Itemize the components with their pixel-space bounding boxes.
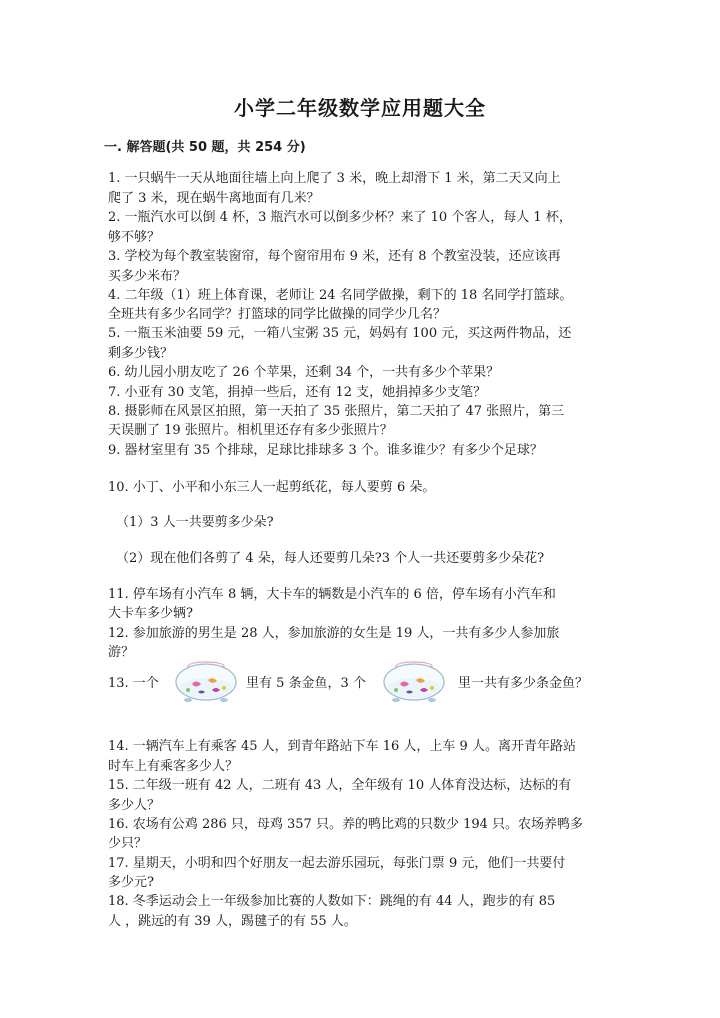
question-line: 10. 小丁、小平和小东三人一起剪纸花，每人要剪 6 朵。	[108, 480, 436, 495]
question-line: 16. 农场有公鸡 286 只，母鸡 357 只。养的鸭比鸡的只数少 194 只。农场养鸭多	[108, 817, 584, 832]
question-line: 全班共有多少名同学？打篮球的同学比做操的同学少几名？	[108, 307, 447, 322]
question-line: 人 ，跳远的有 39 人，踢毽子的有 55 人。	[108, 914, 357, 929]
question-line: 9. 器材室里有 35 个排球，足球比排球多 3 个。谁多谁少？有多少个足球？	[108, 443, 543, 458]
question-line: 够不够？	[108, 230, 161, 245]
section-heading: 一. 解答题(共 50 题，共 254 分)	[104, 140, 306, 155]
question-line: 15. 二年级一班有 42 人，二班有 43 人，全年级有 10 人体育没达标，达标的有	[108, 778, 572, 793]
question-line: 3. 学校为每个教室装窗帘，每个窗帘用布 9 米，还有 8 个教室没装，还应该再	[108, 249, 561, 264]
question-line: 剩多少钱？	[108, 346, 174, 361]
q13-part2: 里有 5 条金鱼，3 个	[246, 676, 366, 691]
question-line: 12. 参加旅游的男生是 28 人，参加旅游的女生是 19 人，一共有多少人参加旅	[108, 626, 560, 641]
question-line: 4. 二年级（1）班上体育课，老师让 24 名同学做操，剩下的 18 名同学打篮球。	[108, 288, 573, 303]
question-line: 6. 幼儿园小朋友吃了 26 个苹果，还剩 34 个，一共有多少个苹果？	[108, 365, 500, 380]
question-line: 11. 停车场有小汽车 8 辆，大卡车的辆数是小汽车的 6 倍，停车场有小汽车和	[108, 587, 556, 602]
question-line: 18. 冬季运动会上一年级参加比赛的人数如下：跳绳的有 44 人，跑步的有 85	[108, 894, 556, 909]
question-line: 游？	[108, 645, 135, 660]
question-line: 17. 星期天，小明和四个好朋友一起去游乐园玩，每张门票 9 元，他们一共要付	[108, 856, 566, 871]
q13-part3: 里一共有多少条金鱼？	[458, 676, 589, 691]
question-line: 时车上有乘客多少人？	[108, 759, 239, 774]
question-line: 1. 一只蜗牛一天从地面往墙上向上爬了 3 米，晚上却滑下 1 米，第二天又向上	[108, 171, 561, 186]
question-line: 天误删了 19 张照片。相机里还存有多少张照片？	[108, 423, 393, 438]
question-line: 5. 一瓶玉米油要 59 元，一箱八宝粥 35 元，妈妈有 100 元，买这两件物品，还	[108, 326, 572, 341]
question-line: 多少元?	[108, 875, 154, 890]
q13-part1: 13. 一个	[108, 676, 159, 691]
question-line: 买多少米布？	[108, 269, 187, 284]
page-title: 小学二年级数学应用题大全	[234, 96, 486, 120]
question-line: （1）3 人一共要剪多少朵?	[116, 515, 274, 530]
fishbowl-icon	[172, 656, 240, 704]
fishbowl-icon	[380, 656, 448, 704]
question-line: 多少人？	[108, 798, 161, 813]
question-line: 14. 一辆汽车上有乘客 45 人，到青年路站下车 16 人，上车 9 人。离开青年路站	[108, 739, 576, 754]
question-line: 大卡车多少辆?	[108, 606, 193, 621]
question-line: 少只？	[108, 836, 148, 851]
question-line: 7. 小亚有 30 支笔，捐掉一些后，还有 12 支，她捐掉多少支笔？	[108, 385, 487, 400]
question-line: 爬了 3 米，现在蜗牛离地面有几米？	[108, 191, 320, 206]
question-line: （2）现在他们各剪了 4 朵，每人还要剪几朵?3 个人一共还要剪多少朵花?	[116, 551, 545, 566]
question-line: 8. 摄影师在风景区拍照，第一天拍了 35 张照片，第二天拍了 47 张照片，第三	[108, 404, 565, 419]
question-line: 2. 一瓶汽水可以倒 4 杯，3 瓶汽水可以倒多少杯？来了 10 个客人，每人 1 杯，	[108, 210, 572, 225]
